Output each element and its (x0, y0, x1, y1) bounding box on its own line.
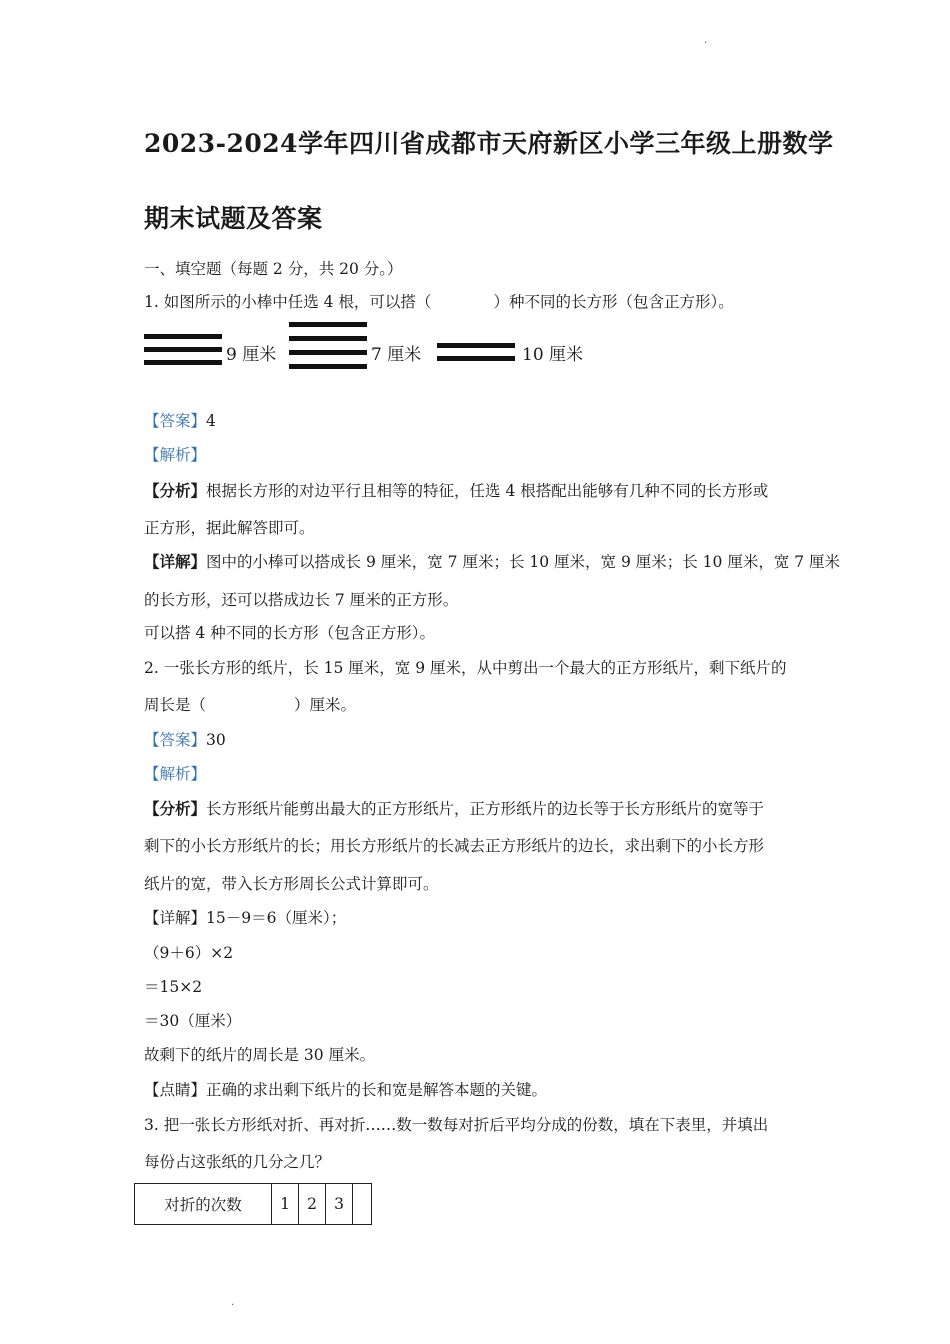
q2-stem-2 (144, 694, 356, 716)
xiangjie-tag: 【详解】 (144, 552, 207, 571)
q2-stem-part-a: 周长是（ (144, 696, 207, 714)
fenxi-tag: 【分析】 (144, 799, 207, 818)
q2-analysis-tag: 【解析】 (144, 765, 207, 783)
stick-label-9cm: 9 厘米 (226, 345, 277, 365)
q1-xiangjie-2: 的长方形，还可以搭成边长 7 厘米的正方形。 (144, 591, 459, 609)
stick-7cm-1 (289, 322, 367, 327)
q2-fenxi-2: 剩下的小长方形纸片的长；用长方形纸片的长减去正方形纸片的边长，求出剩下的小长方形 (144, 837, 765, 855)
q2-step-4: ＝30（厘米） (144, 1012, 242, 1030)
stick-label-7cm: 7 厘米 (371, 345, 422, 365)
stick-9cm-1 (144, 334, 222, 339)
stick-9cm-3 (144, 360, 222, 365)
q2-xiangjie-step-1 (144, 907, 346, 929)
xiangjie-tag: 【详解】 (144, 909, 207, 927)
stick-7cm-2 (289, 336, 367, 341)
fold-table (134, 1183, 372, 1225)
q1-stem-part-b: ）种不同的长方形（包含正方形）。 (493, 293, 734, 311)
q1-xiangjie-text-1: 图中的小棒可以搭成长 9 厘米，宽 7 厘米；长 10 厘米，宽 9 厘米；长 10 厘米，宽 7 厘米 (206, 553, 841, 571)
table-row (135, 1184, 372, 1225)
bottom-dot-mark: · (231, 1300, 235, 1311)
q1-conclusion: 可以搭 4 种不同的长方形（包含正方形）。 (144, 624, 435, 642)
q1-stem (144, 291, 734, 313)
table-cell[interactable] (353, 1184, 372, 1225)
q1-answer-value: 4 (206, 412, 216, 430)
stick-7cm-4 (289, 364, 367, 369)
q2-stem-1: 2. 一张长方形的纸片，长 15 厘米，宽 9 厘米，从中剪出一个最大的正方形纸片，剩下纸片的 (144, 659, 787, 677)
dianjing-tag: 【点睛】 (144, 1081, 207, 1099)
q2-answer (144, 729, 226, 751)
stick-7cm-3 (289, 350, 367, 355)
q2-step-2: （9＋6）×2 (144, 944, 234, 962)
q1-fenxi-1 (144, 480, 768, 502)
stick-10cm-2 (437, 356, 515, 361)
q1-analysis-tag: 【解析】 (144, 446, 207, 464)
q2-conclusion: 故剩下的纸片的周长是 30 厘米。 (144, 1046, 376, 1064)
top-dot-mark: · (704, 38, 708, 49)
q2-stem-part-b: ）厘米。 (294, 696, 357, 714)
q2-dianjing-text: 正确的求出剩下纸片的长和宽是解答本题的关键。 (206, 1081, 548, 1099)
table-cell: 2 (299, 1184, 326, 1225)
q3-stem-2: 每份占这张纸的几分之几？ (144, 1153, 331, 1171)
q2-dianjing (144, 1079, 547, 1101)
section-heading: 一、填空题（每题 2 分，共 20 分。） (144, 260, 403, 278)
q2-fenxi-text-1: 长方形纸片能剪出最大的正方形纸片，正方形纸片的边长等于长方形纸片的宽等于 (206, 800, 765, 818)
q1-answer (144, 410, 216, 432)
q2-answer-value: 30 (206, 731, 226, 749)
stick-10cm-1 (437, 343, 515, 348)
q1-fenxi-text-1: 根据长方形的对边平行且相等的特征，任选 4 根搭配出能够有几种不同的长方形或 (206, 482, 769, 500)
q3-stem-1: 3. 把一张长方形纸对折、再对折……数一数每对折后平均分成的份数，填在下表里，并填出 (144, 1116, 769, 1134)
q2-step-3: ＝15×2 (144, 978, 203, 996)
stick-label-10cm: 10 厘米 (522, 345, 584, 365)
table-cell: 1 (272, 1184, 299, 1225)
q2-fenxi-1 (144, 798, 764, 820)
answer-tag: 【答案】 (144, 731, 207, 749)
q1-fenxi-2: 正方形，据此解答即可。 (144, 519, 315, 537)
q1-xiangjie-1 (144, 551, 840, 573)
q2-fenxi-3: 纸片的宽，带入长方形周长公式计算即可。 (144, 875, 439, 893)
fenxi-tag: 【分析】 (144, 481, 207, 500)
q2-step-1: 15－9＝6（厘米）； (206, 909, 347, 927)
q1-stem-part-a: 1. 如图所示的小棒中任选 4 根，可以搭（ (144, 293, 432, 311)
table-header-cell: 对折的次数 (135, 1184, 272, 1225)
page-title-line2: 期末试题及答案 (144, 204, 323, 233)
page-title-line1: 2023-2024学年四川省成都市天府新区小学三年级上册数学 (144, 129, 834, 158)
stick-9cm-2 (144, 347, 222, 352)
table-cell: 3 (326, 1184, 353, 1225)
answer-tag: 【答案】 (144, 412, 207, 430)
